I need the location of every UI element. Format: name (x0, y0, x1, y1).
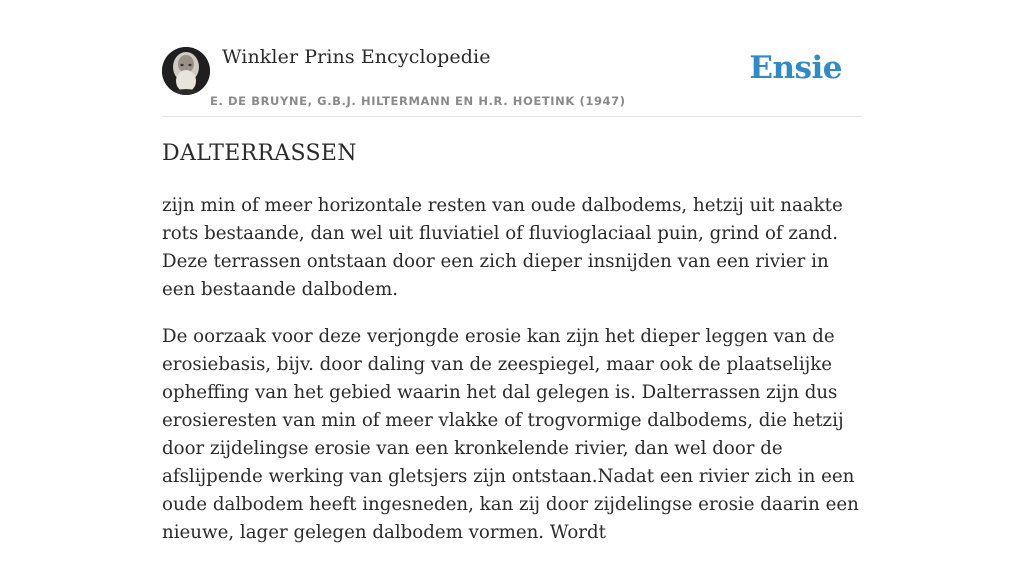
brand-logo[interactable]: Ensie (749, 50, 842, 86)
entry-headword: DALTERRASSEN (162, 141, 357, 166)
article-paragraph: zijn min of meer horizontale resten van oude dalbodems, hetzij uit naakte rots bestaande, dan wel uit fluviatiel of fluvioglaciaal puin, grind of zand. Deze terrassen ontstaan door een zich dieper insnijden van een rivier in een bestaande dalbodem. (162, 195, 843, 300)
publication-title[interactable]: Winkler Prins Encyclopedie (222, 46, 491, 68)
publication-authors: E. DE BRUYNE, G.B.J. HILTERMANN EN H.R. HOETINK (1947) (210, 94, 626, 108)
author-portrait[interactable] (162, 47, 210, 95)
portrait-image (162, 47, 210, 95)
entry-article (162, 192, 862, 566)
article-paragraph: De oorzaak voor deze verjongde erosie kan zijn het dieper leggen van de erosiebasis, bijv. door daling van de zeespiegel, maar ook de plaatselijke opheffing van het gebied waarin het dal gelegen is. Dalterrassen zijn dus erosieresten van min of meer vlakke of trogvormige dalbodems, die hetzij door zijdelingse erosie van een kronkelende rivier, dan wel door de afslijpende werking van gletsjers zijn ontstaan.Nadat een rivier zich in een oude dalbodem heeft ingesneden, kan zij door zijdelingse erosie daarin een nieuwe, lager gelegen dalbodem vormen. Wordt (162, 326, 859, 543)
publication-header (162, 40, 862, 117)
